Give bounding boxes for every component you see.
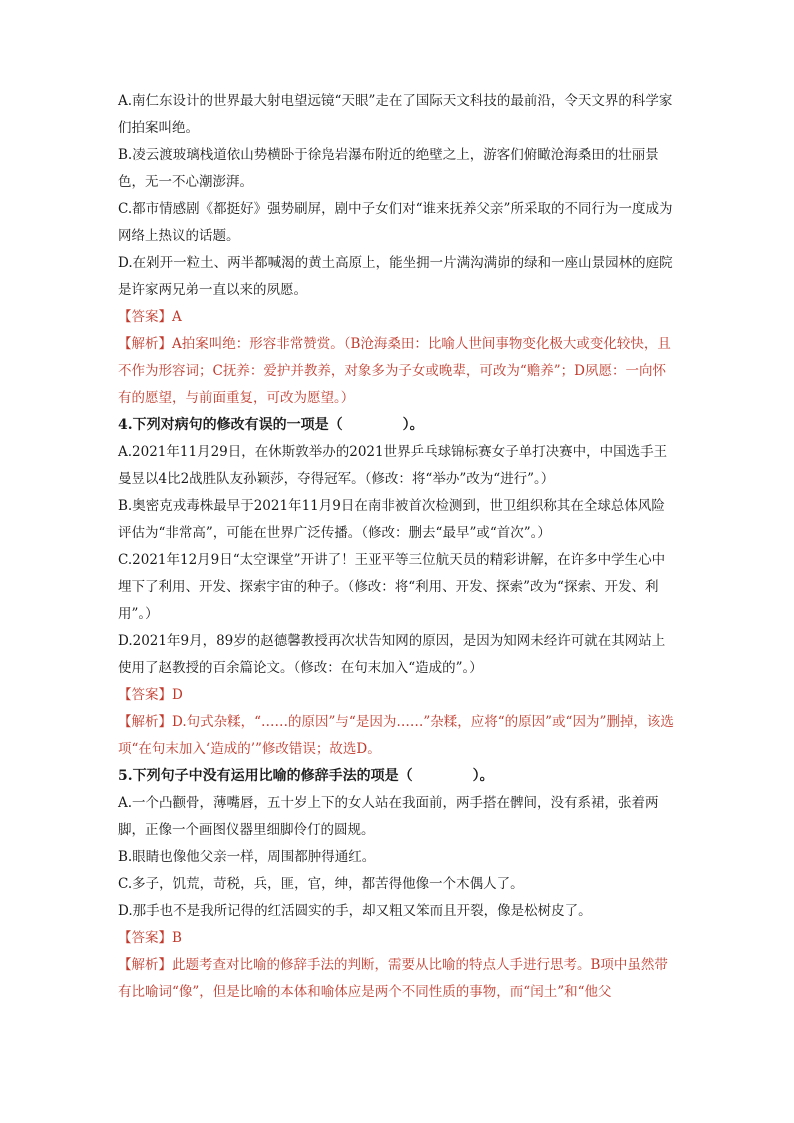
answer-tag: 【答案】: [118, 930, 172, 946]
q3-option-c: C.都市情感剧《都挺好》强势刷屏，剧中子女们对“谁来抚养父亲”所采取的不同行为一度成为网络上热议的话题。: [118, 201, 673, 244]
q5-title: [118, 763, 678, 790]
q4-analysis-text: D.句式杂糅，“……的原因”与“是因为……”杂糅，应将“的原因”或“因为”删掉，该选项“在句末加入‘造成的’”修改错误；故选D。: [118, 714, 674, 757]
q3-analysis: [118, 331, 678, 412]
q5-analysis-text: 此题考查对比喻的修辞手法的判断，需要从比喻的特点人手进行思考。B项中虽然带有比喻词“像”，但是比喻的本体和喻体应是两个不同性质的事物，而“闰土”和“他父: [118, 957, 668, 1000]
document-page: [118, 88, 678, 1006]
q4-option-a: A.2021年11月29日，在休斯敦举办的2021世界乒乓球锦标赛女子单打决赛中，中国选手王曼昱以4比2战胜队友孙颖莎，夺得冠军。（修改：将“举办”改为“进行”。）: [118, 444, 668, 487]
q5-answer-value: B: [172, 930, 182, 946]
q4-title-pre: 4.下列对病句的修改有误的一项是（: [118, 417, 343, 433]
q4-title-post: ）。: [402, 417, 424, 433]
q5-title-post: ）。: [472, 768, 494, 784]
q5-analysis: [118, 952, 678, 1006]
answer-tag: 【答案】: [118, 309, 172, 325]
q5-option-d: D.那手也不是我所记得的红活圆实的手，却又粗又笨而且开裂，像是松树皮了。: [118, 903, 592, 919]
q3-answer: [118, 304, 678, 331]
answer-tag: 【答案】: [118, 687, 172, 703]
q4-option-c: C.2021年12月9日“太空课堂”开讲了！王亚平等三位航天员的精彩讲解，在许多中学生心中埋下了利用、开发、探索宇宙的种子。（修改：将“利用、开发、探索”改为“探索、开发、利用”。）: [118, 552, 666, 622]
q5-option-b: B.眼睛也像他父亲一样，周围都肿得通红。: [118, 849, 376, 865]
q4-option-b: B.奥密克戎毒株最早于2021年11月9日在南非被首次检测到，世卫组织称其在全球总体风险评估为“非常高”，可能在世界广泛传播。（修改：删去“最早”或“首次”。）: [118, 498, 665, 541]
q3-analysis-text: A拍案叫绝：形容非常赞赏。（B沧海桑田：比喻人世间事物变化极大或变化较快，且不作为形容词；C抚养：爱护并教养，对象多为子女或晚辈，可改为“赡养”；D夙愿：一向怀有的愿望，与前面重复，可改为愿望。）: [118, 336, 671, 406]
q4-option-d: D.2021年9月，89岁的赵德馨教授再次状告知网的原因，是因为知网未经许可就在其网站上使用了赵教授的百余篇论文。（修改：在句末加入“造成的”。）: [118, 633, 666, 676]
q5-option-a: A.一个凸颧骨，薄嘴唇，五十岁上下的女人站在我面前，两手搭在髀间，没有系裙，张着两脚，正像一个画图仪器里细脚伶仃的圆规。: [118, 795, 659, 838]
q3-option-d: D.在剁开一粒土、两半都喊渴的黄土高原上，能坐拥一片满沟满峁的绿和一座山景园林的庭院是许家两兄弟一直以来的夙愿。: [118, 255, 673, 298]
q4-answer: [118, 682, 678, 709]
analysis-tag: 【解析】: [118, 957, 172, 973]
q3-option-a: A.南仁东设计的世界最大射电望远镜“天眼”走在了国际天文科技的最前沿，令天文界的科学家们拍案叫绝。: [118, 93, 673, 136]
q5-title-pre: 5.下列句子中没有运用比喻的修辞手法的项是（: [118, 768, 413, 784]
q4-analysis: [118, 709, 678, 763]
q3-option-b: B.凌云渡玻璃栈道依山势横卧于徐凫岩瀑布附近的绝壁之上，游客们俯瞰沧海桑田的壮丽景色，无一不心潮澎湃。: [118, 147, 659, 190]
analysis-tag: 【解析】: [118, 336, 172, 352]
q4-answer-value: D: [172, 687, 183, 703]
q5-option-c: C.多子，饥荒，苛税，兵，匪，官，绅，都苦得他像一个木偶人了。: [118, 876, 524, 892]
q4-title: [118, 412, 678, 439]
analysis-tag: 【解析】: [118, 714, 172, 730]
q3-answer-value: A: [172, 309, 182, 325]
q5-answer: [118, 925, 678, 952]
